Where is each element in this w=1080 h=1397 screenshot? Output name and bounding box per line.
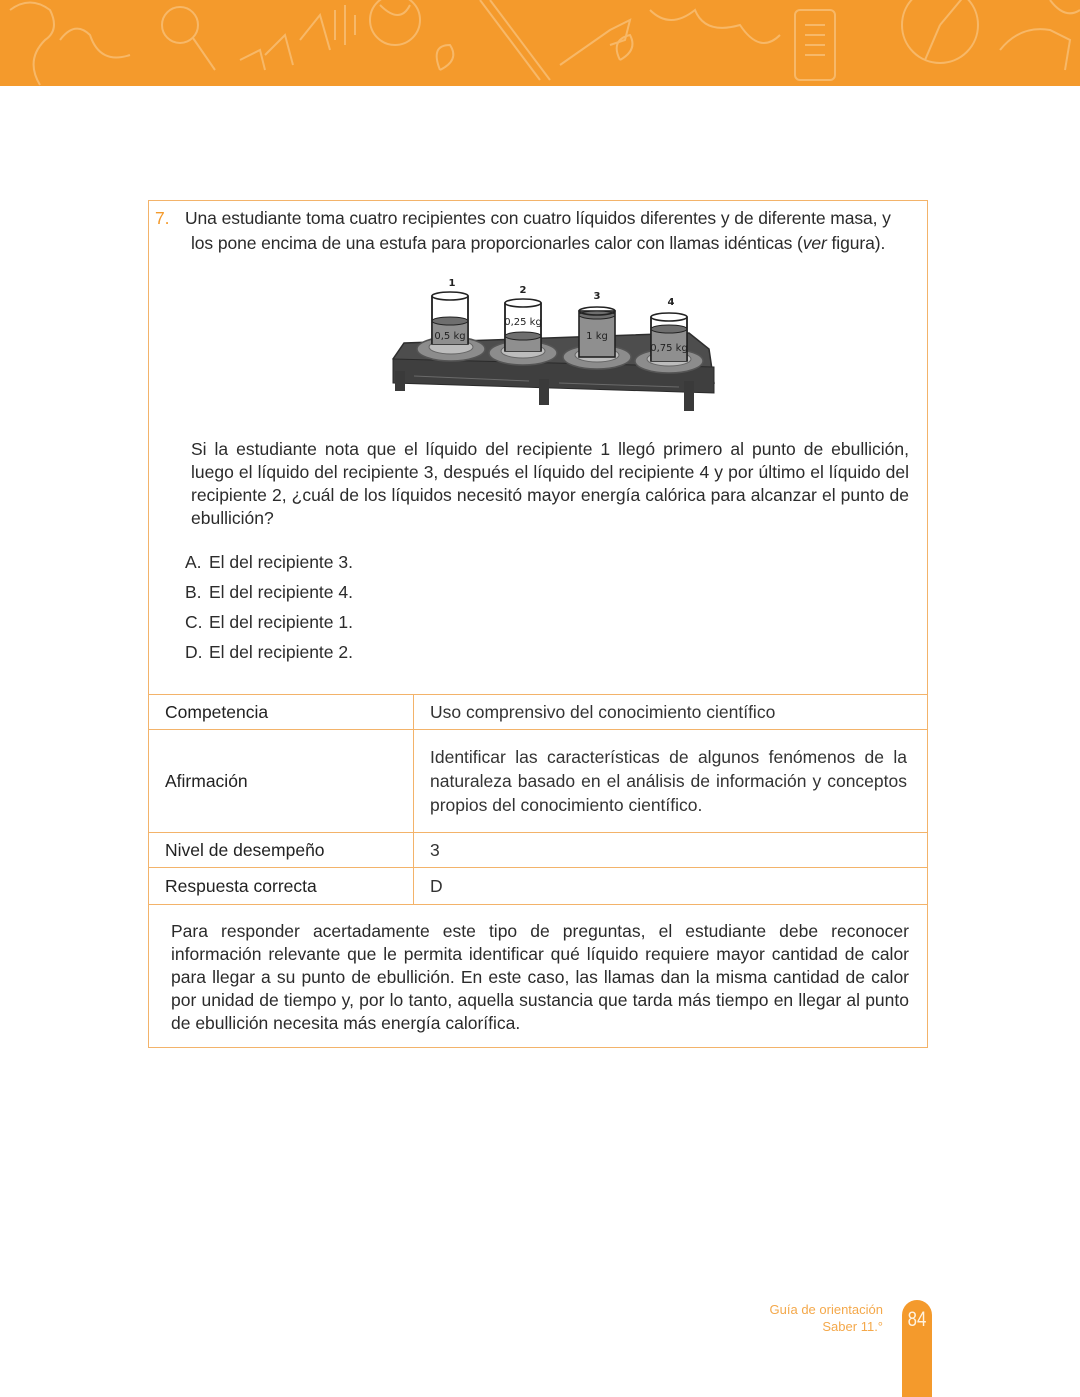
- table-row-respuesta: [149, 868, 928, 905]
- option-text: El del recipiente 1.: [209, 612, 353, 632]
- page-number: 84: [907, 1308, 927, 1331]
- explanation-text: Para responder acertadamente este tipo de preguntas, el estudiante debe reconocer información relevante que le permita identificar qué líquido requiere mayor cantidad de calor para llegar a su punto de ebullición. En este caso, las llamas dan la misma cantidad de calor por unidad de tiempo y, por lo tanto, aquella sustancia que tarda más tiempo en llegar al punto de ebullición necesita más energía calorífica.: [171, 921, 909, 1033]
- table-key: Nivel de desempeño: [149, 833, 414, 868]
- question-stem-line2-pre: los pone encima de una estufa para proporcionarles calor con llamas idénticas (: [191, 233, 803, 253]
- stove-figure: [389, 271, 719, 421]
- footer-line1: Guía de orientación: [769, 1302, 883, 1317]
- page-number-tab: [902, 1300, 932, 1397]
- footer-line2: Saber 11.°: [822, 1319, 883, 1334]
- table-row-nivel: [149, 833, 928, 868]
- table-value: Identificar las características de algunos fenómenos de la naturaleza basado en el análisis de información y conceptos propios del conocimiento científico.: [414, 730, 928, 833]
- table-key: Competencia: [149, 695, 414, 730]
- question-stem: [155, 206, 925, 256]
- info-table: [148, 694, 928, 905]
- option-a: [185, 550, 353, 580]
- svg-text:0,25 kg: 0,25 kg: [504, 317, 542, 328]
- doodle-pattern-icon: [0, 0, 1080, 86]
- option-c: [185, 610, 353, 640]
- option-text: El del recipiente 3.: [209, 552, 353, 572]
- header-banner: [0, 0, 1080, 86]
- option-d: [185, 640, 353, 670]
- question-body: Si la estudiante nota que el líquido del recipiente 1 llegó primero al punto de ebullición, luego el líquido del recipiente 3, después el líquido del recipiente 4 y por último el líquido del recipiente 2, ¿cuál de los líquidos necesitó mayor energía calórica para alcanzar el punto de ebullición?: [191, 439, 909, 528]
- svg-text:4: 4: [667, 297, 675, 308]
- svg-text:1: 1: [448, 278, 456, 289]
- answer-options: [185, 550, 353, 670]
- option-letter: D.: [185, 642, 203, 662]
- option-text: El del recipiente 4.: [209, 582, 353, 602]
- question-stem-line2-italic: ver: [802, 233, 827, 253]
- table-value: 3: [414, 833, 928, 868]
- table-row-afirmacion: [149, 730, 928, 833]
- table-value: Uso comprensivo del conocimiento científico: [414, 695, 928, 730]
- option-text: El del recipiente 2.: [209, 642, 353, 662]
- option-b: [185, 580, 353, 610]
- option-letter: B.: [185, 582, 202, 602]
- question-stem-line1: Una estudiante toma cuatro recipientes con cuatro líquidos diferentes y de diferente masa, y: [185, 208, 891, 228]
- svg-text:0,5 kg: 0,5 kg: [434, 331, 466, 342]
- question-number: 7.: [155, 208, 170, 228]
- svg-text:0,75 kg: 0,75 kg: [650, 343, 688, 354]
- table-row-competencia: [149, 695, 928, 730]
- svg-text:1 kg: 1 kg: [586, 331, 608, 342]
- stove-with-containers-icon: [389, 271, 719, 421]
- table-value: D: [414, 868, 928, 905]
- svg-text:2: 2: [519, 285, 527, 296]
- question-stem-line2-post: figura).: [826, 233, 886, 253]
- question-card: [148, 200, 928, 1048]
- svg-text:3: 3: [593, 291, 601, 302]
- option-letter: A.: [185, 552, 202, 572]
- table-key: Respuesta correcta: [149, 868, 414, 905]
- option-letter: C.: [185, 612, 203, 632]
- footer-guide-title: [770, 1301, 883, 1335]
- table-key: Afirmación: [149, 730, 414, 833]
